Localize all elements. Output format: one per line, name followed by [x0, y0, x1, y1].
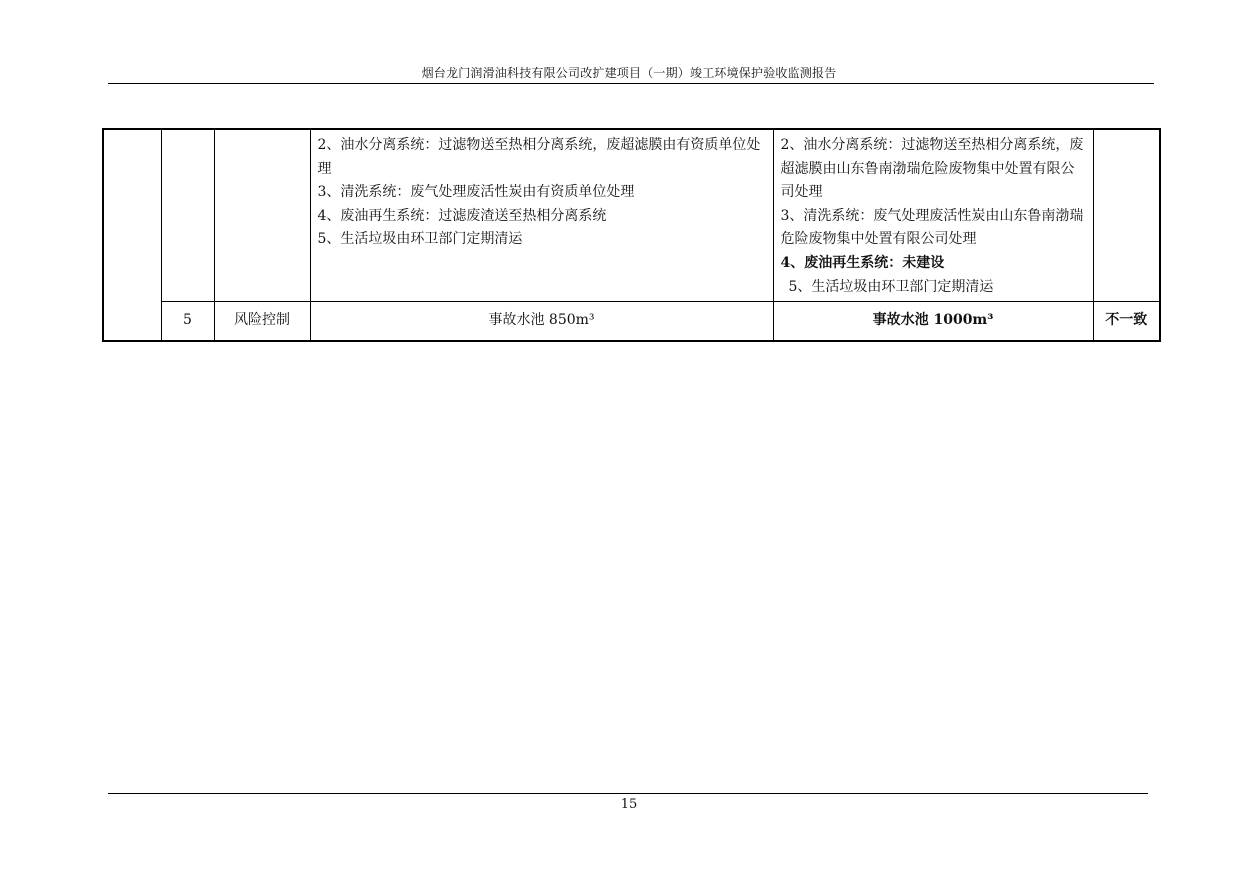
result-cell: 不一致 [1093, 302, 1160, 342]
eia-line: 2、油水分离系统：过滤物送至热相分离系统，废超滤膜由有资质单位处理 [317, 137, 761, 177]
eia-line: 4、废油再生系统：过滤废渣送至热相分离系统 [317, 207, 607, 224]
actual-line: 4、废油再生系统：未建设 [780, 254, 945, 271]
eia-requirement-cell: 事故水池 850m³ [310, 302, 773, 342]
acceptance-comparison-table [102, 128, 1161, 342]
page-number: 15 [620, 797, 638, 812]
actual-line: 2、油水分离系统：过滤物送至热相分离系统，废超滤膜由山东鲁南渤瑞危险废物集中处置有限公司处理 [780, 137, 1084, 201]
eia-requirement-cell [310, 129, 773, 302]
row-number-cell: 5 [161, 302, 214, 342]
footer-divider [108, 793, 1148, 794]
table-row [103, 129, 1160, 302]
item-cell: 风险控制 [214, 302, 310, 342]
result-cell [1093, 129, 1160, 302]
actual-line: 5、生活垃圾由环卫部门定期清运 [788, 278, 994, 295]
eia-line: 3、清洗系统：废气处理废活性炭由有资质单位处理 [317, 184, 635, 201]
eia-line: 5、生活垃圾由环卫部门定期清运 [317, 231, 523, 248]
actual-construction-cell [773, 129, 1093, 302]
report-header-title: 烟台龙门润滑油科技有限公司改扩建项目（一期）竣工环境保护验收监测报告 [421, 66, 837, 80]
category-cell [103, 129, 161, 341]
row-number-cell [161, 129, 214, 302]
item-cell [214, 129, 310, 302]
actual-line: 3、清洗系统：废气处理废活性炭由山东鲁南渤瑞危险废物集中处置有限公司处理 [780, 207, 1084, 248]
table-row [103, 302, 1160, 342]
header-divider [108, 83, 1154, 84]
actual-construction-cell: 事故水池 1000m³ [773, 302, 1093, 342]
